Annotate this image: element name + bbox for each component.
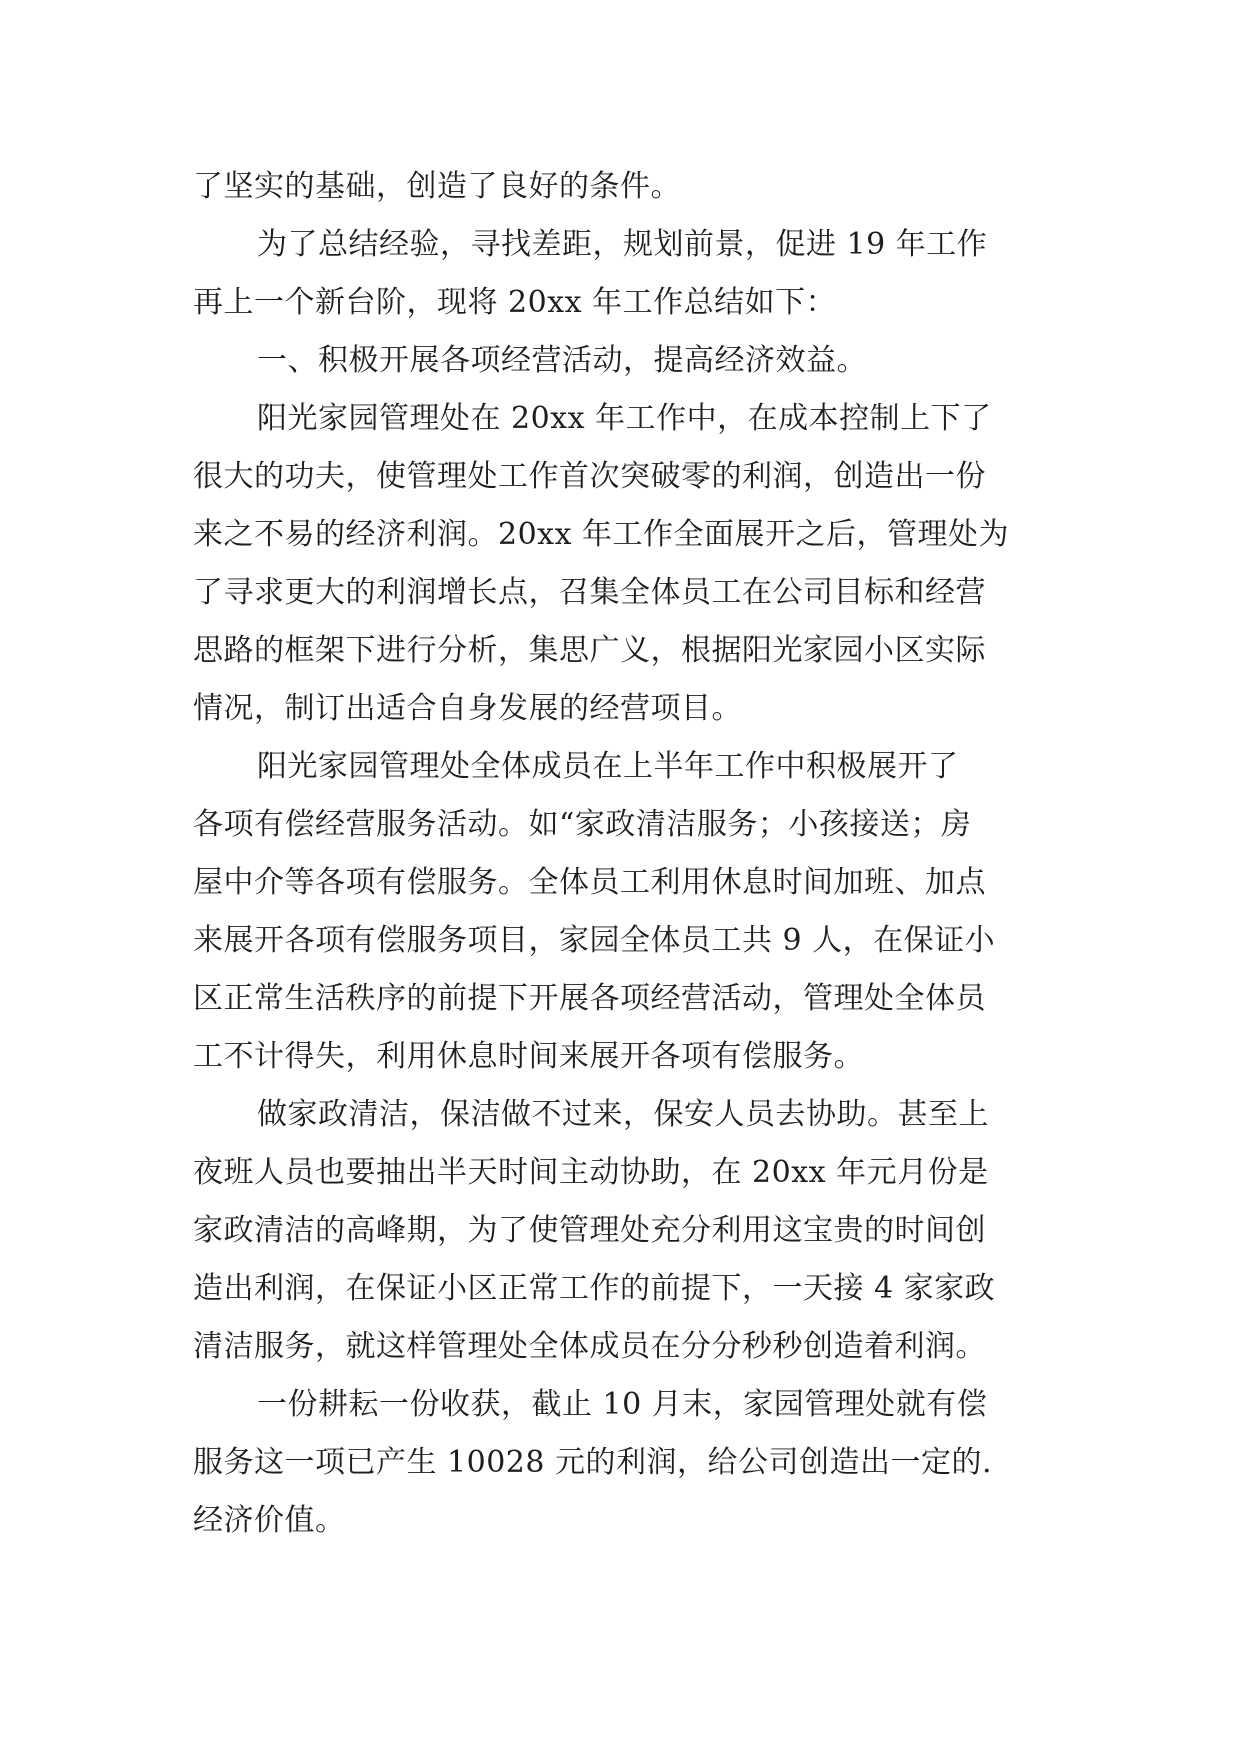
text-line: 思路的框架下进行分析，集思广义，根据阳光家园小区实际 <box>193 633 986 668</box>
text-line: 了寻求更大的利润增长点，召集全体员工在公司目标和经营 <box>193 575 986 610</box>
text-line: 来之不易的经济利润。20xx 年工作全面展开之后，管理处为 <box>193 517 1010 552</box>
text-line: 了坚实的基础，创造了良好的条件。 <box>193 169 681 204</box>
text-line: 家政清洁的高峰期，为了使管理处充分利用这宝贵的时间创 <box>193 1213 986 1248</box>
text-line: 做家政清洁，保洁做不过来，保安人员去协助。甚至上 <box>257 1097 989 1132</box>
paragraph <box>193 390 1063 738</box>
text-line: 造出利润，在保证小区正常工作的前提下，一天接 4 家家政 <box>193 1271 996 1306</box>
text-line: 一、积极开展各项经营活动，提高经济效益。 <box>257 343 867 378</box>
text-line: 来展开各项有偿服务项目，家园全体员工共 9 人，在保证小 <box>193 923 996 958</box>
text-line: 一份耕耘一份收获，截止 10 月末，家园管理处就有偿 <box>257 1387 988 1422</box>
paragraph <box>193 332 1063 390</box>
text-line: 阳光家园管理处在 20xx 年工作中，在成本控制上下了 <box>257 401 992 436</box>
text-line: 情况，制订出适合自身发展的经营项目。 <box>193 691 742 726</box>
paragraph <box>193 158 1063 216</box>
text-line: 为了总结经验，寻找差距，规划前景，促进 19 年工作 <box>257 227 988 262</box>
text-line: 屋中介等各项有偿服务。全体员工利用休息时间加班、加点 <box>193 865 986 900</box>
paragraph <box>193 738 1063 1086</box>
paragraph <box>193 1086 1063 1376</box>
text-line: 清洁服务，就这样管理处全体成员在分分秒秒创造着利润。 <box>193 1329 986 1364</box>
document-body <box>193 158 1063 1550</box>
text-line: 工不计得失，利用休息时间来展开各项有偿服务。 <box>193 1039 864 1074</box>
text-line: 阳光家园管理处全体成员在上半年工作中积极展开了 <box>257 749 959 784</box>
text-line: 经济价值。 <box>193 1503 346 1538</box>
text-line: 区正常生活秩序的前提下开展各项经营活动，管理处全体员 <box>193 981 986 1016</box>
text-line: 各项有偿经营服务活动。如“家政清洁服务；小孩接送；房 <box>193 807 972 842</box>
text-line: 很大的功夫，使管理处工作首次突破零的利润，创造出一份 <box>193 459 986 494</box>
text-line: 服务这一项已产生 10028 元的利润，给公司创造出一定的. <box>193 1445 993 1480</box>
paragraph <box>193 216 1063 332</box>
paragraph <box>193 1376 1063 1550</box>
text-line: 夜班人员也要抽出半天时间主动协助，在 20xx 年元月份是 <box>193 1155 989 1190</box>
text-line: 再上一个新台阶，现将 20xx 年工作总结如下： <box>193 285 837 320</box>
